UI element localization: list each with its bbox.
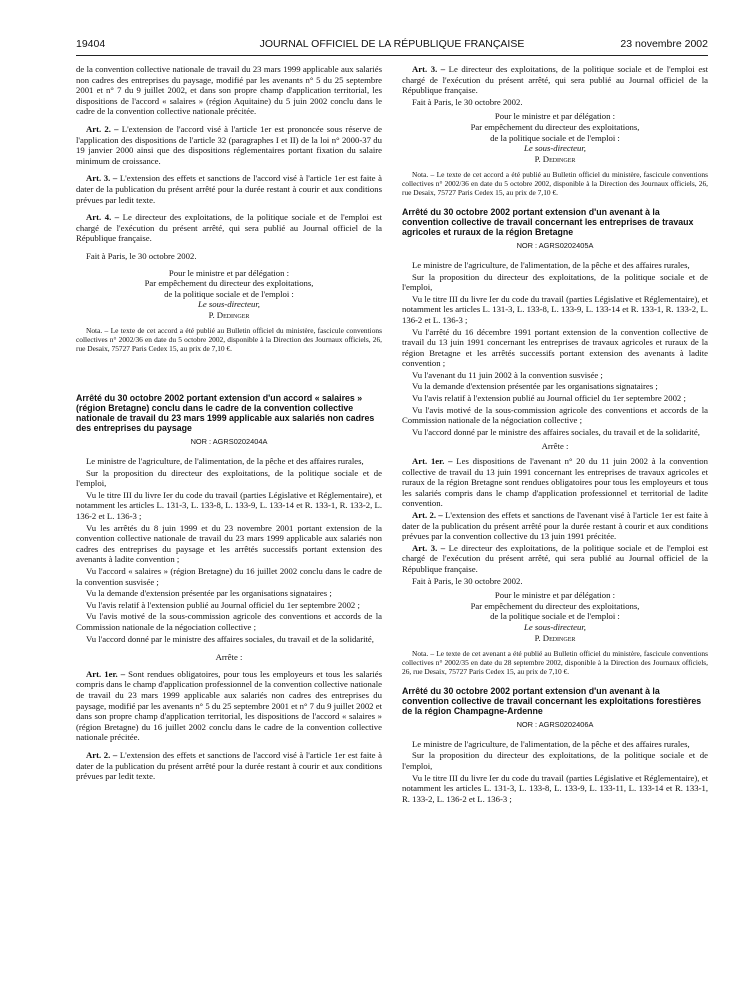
- decree-title: Arrêté du 30 octobre 2002 portant extension d'un avenant à la convention collective de travail concernant les exploitations forestières de la région Champagne-Ardenne: [402, 686, 702, 717]
- visa: Vu le titre III du livre Ier du code du travail (parties Législative et Réglementaire), et notamment les articles L. 131-3, L. 133-8, L. 133-9, L. 133-14 et R. 133-1, R. 133-2, L. 136-2 et L. 136-3 ;: [76, 489, 382, 522]
- article-text: L'extension des effets et sanctions de l'accord visé à l'article 1er est faite à dater de la publication du présent arrêté pour la durée restant à courir et aux conditions prévues par ledit texte.: [76, 749, 382, 782]
- signature-line: de la politique sociale et de l'emploi :: [490, 611, 620, 622]
- fait-a-paris: Fait à Paris, le 30 octobre 2002.: [412, 575, 523, 586]
- article-2: [76, 750, 382, 782]
- article-label: Art. 3. –: [86, 173, 118, 184]
- signature-line: Pour le ministre et par délégation :: [494, 590, 616, 601]
- article-text: Sont rendues obligatoires, pour tous les employeurs et tous les salariés compris dans le champ d'application professionnel de la convention collective nationale de travail du 23 mars 1999 applicable aux salariés non cadres des entreprises du paysage, modifié par les avenants n° 5 du 25 septembre 2001 et n° 7 du 9 juillet 2002 et dans son propre champ d'application territorial, les dispositions de l'accord « salaires » (région Bretagne) du 16 juillet 2002 conclu dans le cadre de la convention collective nationale précitée.: [76, 668, 383, 743]
- article-label: Art. 3. –: [412, 542, 446, 553]
- signature-line: Le sous-directeur,: [198, 299, 260, 310]
- article-label: Art. 2. –: [412, 510, 443, 520]
- visa: Sur la proposition du directeur des exploitations, de la politique sociale et de l'emploi,: [402, 271, 708, 293]
- article-text: L'extension des effets et sanctions de l'accord visé à l'article 1er est faite à dater de la publication du présent arrêté pour la durée restant à courir et aux conditions prévues par ledit texte.: [76, 173, 382, 205]
- visa: Vu l'avis relatif à l'extension publié au Journal officiel du 1er septembre 2002 ;: [86, 599, 360, 610]
- signature-block: [402, 111, 708, 164]
- visa: Vu l'accord donné par le ministre des affaires sociales, du travail et de la solidarité,: [412, 426, 700, 437]
- nota: Nota. – Le texte de cet accord a été publié au Bulletin officiel du ministère, fascicule conventions collectives n° 2002/36 en date du 5 octobre 2002, disponible à la Direction des Journaux officiels, 26, rue Desaix, 75727 Paris Cedex 15, au prix de 7,10 €.: [402, 170, 708, 198]
- nor-reference: NOR : AGRS0202404A: [190, 437, 268, 447]
- decree-title: Arrêté du 30 octobre 2002 portant extension d'un avenant à la convention collective de travail concernant les entreprises de travaux agricoles et ruraux de la région Bretagne: [402, 207, 694, 238]
- article-2: [76, 124, 382, 166]
- nor-reference: NOR : AGRS0202405A: [516, 241, 594, 251]
- left-column: [76, 64, 382, 783]
- visa: Vu les arrêtés du 8 juin 1999 et du 23 novembre 2001 portant extension de la convention collective nationale de travail du 23 mars 1999 applicable aux salariés non cadres des entreprises du paysage et les arrêtés successifs portant extension des avenants à ladite convention ;: [76, 522, 382, 565]
- visa: Le ministre de l'agriculture, de l'alimentation, de la pêche et des affaires rurales,: [412, 259, 690, 270]
- right-column: [402, 64, 708, 805]
- article-3: [402, 64, 708, 96]
- nota: Nota. – Le texte de cet avenant a été publié au Bulletin officiel du ministère, fascicule conventions collectives n° 2002/35 en date du 28 septembre 2002, disponible à la Direction des Journaux officiels, 26, rue Desaix, 75727 Paris Cedex 15, au prix de 7,10 €.: [402, 649, 708, 677]
- article-3: [76, 173, 382, 205]
- article-1: [402, 456, 708, 509]
- page-header: [76, 38, 708, 54]
- fait-a-paris: Fait à Paris, le 30 octobre 2002.: [412, 96, 523, 107]
- article-text: Les dispositions de l'avenant n° 20 du 11 juin 2002 à la convention collective de travail du 13 juin 1991 concernant les entreprises de travaux agricoles et ruraux de la région Bretagne sont rendues obligatoires pour tous les employeurs et tous les salariés compris dans le champ d'application professionnel et territorial de ladite convention.: [402, 456, 708, 509]
- signature-line: Par empêchement du directeur des exploitations,: [144, 278, 314, 289]
- article-text: Le directeur des exploitations, de la politique sociale et de l'emploi est chargé de l'exécution du présent arrêté, qui sera publié au Journal officiel de la République française.: [402, 64, 708, 96]
- header-rule: [76, 55, 708, 56]
- arrete-heading: Arrête :: [215, 652, 243, 663]
- visa: Vu le titre III du livre Ier du code du travail (parties Législative et Réglementaire), et notamment les articles L. 131-3, L. 133-8, L. 133-9, L. 133-11, L. 133-14 et R. 133-1, R. 133-2, L. 136-2 et L. 136-3 ;: [402, 772, 708, 804]
- article-label: Art. 3. –: [412, 64, 446, 74]
- decree-title: Arrêté du 30 octobre 2002 portant extension d'un accord « salaires » (région Bretagne) conclu dans le cadre de la convention collective nationale de travail du 23 mars 1999 applicable aux salariés non cadres des entreprises du paysage: [76, 393, 375, 434]
- visa: Sur la proposition du directeur des exploitations, de la politique sociale et de l'emploi,: [76, 467, 382, 489]
- nota: Nota. – Le texte de cet accord a été publié au Bulletin officiel du ministère, fascicule conventions collectives n° 2002/36 en date du 5 octobre 2002, disponible à la Direction des Journaux officiels, 26, rue Desaix, 75727 Paris Cedex 15, au prix de 7,10 €.: [76, 326, 382, 354]
- visa: Vu l'accord « salaires » (région Bretagne) du 16 juillet 2002 conclu dans le cadre de la convention susvisée ;: [76, 566, 382, 587]
- visa: Vu la demande d'extension présentée par les organisations signataires ;: [412, 381, 658, 392]
- visa: Vu l'avis relatif à l'extension publié au Journal officiel du 1er septembre 2002 ;: [412, 393, 686, 404]
- article-label: Art. 1er. –: [86, 668, 126, 679]
- nor-reference: NOR : AGRS0202406A: [516, 720, 594, 730]
- visa: Le ministre de l'agriculture, de l'alimentation, de la pêche et des affaires rurales,: [412, 738, 690, 749]
- signature-line: de la politique sociale et de l'emploi :: [164, 288, 294, 299]
- paragraph: de la convention collective nationale de travail du 23 mars 1999 applicable aux salariés non cadres des entreprises du paysage, modifié par les avenants n° 5 du 25 septembre 2001 et n° 7 du 9 juillet 2002, et dans son propre champ d'application territorial, les dispositions de l'accord « salaires » (région Aquitaine) du 5 juin 2002 conclu dans le cadre de la convention collective nationale précitée.: [76, 64, 382, 117]
- visa: Sur la proposition du directeur des exploitations, de la politique sociale et de l'emploi,: [402, 750, 708, 771]
- journal-title: JOURNAL OFFICIEL DE LA RÉPUBLIQUE FRANÇAISE: [259, 38, 525, 50]
- signature-line: Pour le ministre et par délégation :: [168, 267, 290, 278]
- issue-date: 23 novembre 2002: [620, 38, 708, 50]
- article-label: Art. 4. –: [86, 212, 120, 223]
- signature-line: de la politique sociale et de l'emploi :: [490, 132, 620, 143]
- signatory-name: P. Dedinger: [534, 632, 576, 643]
- signatory-name: P. Dedinger: [534, 153, 576, 164]
- article-text: L'extension de l'accord visé à l'article 1er est prononcée sous réserve de l'application des dispositions de l'article 32 (paragraphes I et II) de la loi n° 2000-37 du 19 janvier 2000 ainsi que des dispositions réglementaires portant fixation du salaire minimum de croissance.: [76, 123, 382, 166]
- visa: Vu l'arrêté du 16 décembre 1991 portant extension de la convention collective de travail du 13 juin 1991 concernant les entreprises de travaux agricoles et ruraux de la région Bretagne et les arrêtés successifs portant extension des avenants à ladite convention ;: [402, 326, 708, 369]
- page-number: 19404: [76, 38, 106, 50]
- visa: Vu le titre III du livre Ier du code du travail (parties Législative et Réglementaire), et notamment les articles L. 131-3, L. 133-8, L. 133-9, L. 133-14 et R. 133-1, R. 133-2, L. 136-2 et L. 136-3 ;: [402, 293, 708, 325]
- visa: Vu l'avis motivé de la sous-commission agricole des conventions et accords de la Commission nationale de la négociation collective ;: [76, 611, 382, 632]
- signatory-name: P. Dedinger: [208, 309, 250, 320]
- visa: Vu l'avis motivé de la sous-commission agricole des conventions et accords de la Commission nationale de la négociation collective ;: [402, 404, 708, 426]
- article-text: Le directeur des exploitations, de la politique sociale et de l'emploi est chargé de l'exécution du présent arrêté, qui sera publié au Journal officiel de la République française.: [76, 212, 382, 244]
- fait-a-paris: Fait à Paris, le 30 octobre 2002.: [86, 250, 197, 261]
- signature-block: [402, 590, 708, 643]
- article-3: [402, 543, 708, 575]
- article-text: Le directeur des exploitations, de la politique sociale et de l'emploi est chargé de l'exécution du présent arrêté, qui sera publié au Journal officiel de la République française.: [402, 542, 708, 574]
- signature-line: Par empêchement du directeur des exploitations,: [470, 121, 640, 132]
- article-label: Art. 2. –: [86, 749, 118, 760]
- signature-line: Par empêchement du directeur des exploitations,: [470, 600, 640, 611]
- article-4: [76, 212, 382, 244]
- signature-line: Pour le ministre et par délégation :: [494, 111, 616, 122]
- signature-block: [76, 268, 382, 321]
- visa: Vu l'accord donné par le ministre des affaires sociales, du travail et de la solidarité,: [86, 633, 374, 644]
- article-label: Art. 2. –: [86, 123, 119, 134]
- article-label: Art. 1er. –: [412, 456, 453, 467]
- signature-line: Le sous-directeur,: [524, 621, 586, 632]
- visa: Le ministre de l'agriculture, de l'alimentation, de la pêche et des affaires rurales,: [86, 456, 364, 467]
- visa: Vu l'avenant du 11 juin 2002 à la convention susvisée ;: [412, 369, 603, 380]
- article-text: L'extension des effets et sanctions de l'avenant visé à l'article 1er est faite à dater de la publication du présent arrêté pour la durée restant à courir et aux conditions prévues par la convention collective du 13 juin 1991 précitée.: [402, 510, 708, 542]
- article-2: [402, 510, 708, 542]
- arrete-heading: Arrête :: [541, 441, 569, 452]
- visa: Vu la demande d'extension présentée par les organisations signataires ;: [86, 588, 332, 599]
- signature-line: Le sous-directeur,: [524, 143, 586, 154]
- article-1: [76, 669, 382, 743]
